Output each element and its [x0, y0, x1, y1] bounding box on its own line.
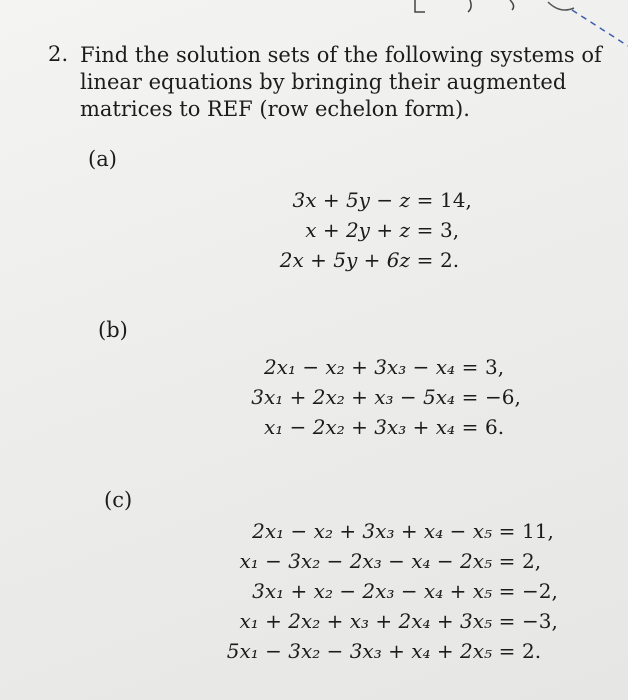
equation-row: [215, 546, 558, 576]
system-c: [215, 516, 558, 666]
part-c-label: (c): [104, 488, 133, 512]
equation-row: [215, 636, 558, 666]
equation-row: [235, 412, 521, 442]
equals-sign: =: [461, 415, 479, 439]
part-a-label: (a): [88, 147, 117, 171]
equation-lhs: 2x₁ − x₂ + 3x₃ + x₄ − x₅: [252, 519, 492, 543]
equation-row: [215, 516, 558, 546]
equation-rhs: 11,: [522, 519, 554, 543]
equation-row: [215, 606, 558, 636]
equation-row: [235, 352, 521, 382]
part-b-label: (b): [98, 318, 128, 342]
equation-lhs: 3x₁ + x₂ − 2x₃ − x₄ + x₅: [252, 579, 492, 603]
equals-sign: =: [416, 218, 434, 242]
equation-lhs: x₁ + 2x₂ + x₃ + 2x₄ + 3x₅: [239, 609, 492, 633]
equation-lhs: x₁ − 2x₂ + 3x₃ + x₄: [263, 415, 455, 439]
equals-sign: =: [461, 385, 479, 409]
equation-lhs: 2x + 5y + 6z: [279, 248, 410, 272]
equation-lhs: 2x₁ − x₂ + 3x₃ − x₄: [263, 355, 455, 379]
equation-rhs: 2.: [522, 639, 542, 663]
equation-lhs: x₁ − 3x₂ − 2x₃ − x₄ − 2x₅: [239, 549, 492, 573]
equals-sign: =: [498, 639, 516, 663]
equation-row: [235, 382, 521, 412]
equals-sign: =: [416, 248, 434, 272]
equation-rhs: −6,: [485, 385, 521, 409]
equation-lhs: 5x₁ − 3x₂ − 3x₃ + x₄ + 2x₅: [226, 639, 492, 663]
equation-rhs: 2.: [440, 248, 460, 272]
system-a: [250, 185, 472, 275]
equals-sign: =: [461, 355, 479, 379]
equation-row: [250, 215, 472, 245]
equation-rhs: 3,: [485, 355, 505, 379]
cropped-top-marks: [0, 0, 628, 48]
equation-rhs: 14,: [440, 188, 472, 212]
equation-rhs: −3,: [522, 609, 558, 633]
equation-lhs: x + 2y + z: [305, 218, 410, 242]
system-b: [235, 352, 521, 442]
problem-statement: Find the solution sets of the following systems of linear equations by bringing their augmented matrices to REF (row echelon form).: [80, 43, 602, 121]
equals-sign: =: [498, 549, 516, 573]
equation-rhs: 6.: [485, 415, 505, 439]
equals-sign: =: [498, 579, 516, 603]
equals-sign: =: [498, 609, 516, 633]
equation-row: [250, 245, 472, 275]
equation-rhs: 3,: [440, 218, 460, 242]
equation-rhs: 2,: [522, 549, 542, 573]
equation-rhs: −2,: [522, 579, 558, 603]
equation-row: [250, 185, 472, 215]
equation-lhs: 3x₁ + 2x₂ + x₃ − 5x₄: [251, 385, 455, 409]
problem-number: 2.: [48, 42, 69, 66]
equals-sign: =: [416, 188, 434, 212]
equation-lhs: 3x + 5y − z: [292, 188, 410, 212]
equation-row: [215, 576, 558, 606]
equals-sign: =: [498, 519, 516, 543]
